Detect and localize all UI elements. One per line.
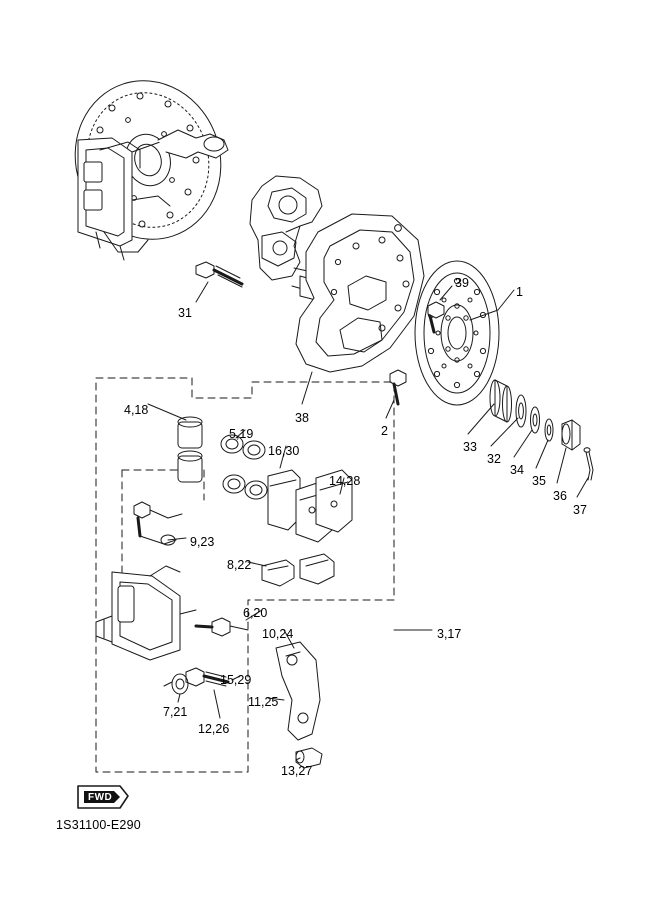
callout-2: 2 bbox=[381, 424, 388, 438]
bolt-2 bbox=[390, 370, 406, 404]
piston-seal-group bbox=[178, 417, 267, 499]
callout-8-22: 8,22 bbox=[227, 558, 252, 572]
disc-guard-plate bbox=[296, 214, 424, 372]
callout-3-17: 3,17 bbox=[437, 627, 462, 641]
drawing-code: 1S31100-E290 bbox=[56, 818, 141, 832]
caliper-body bbox=[96, 566, 196, 660]
callout-11-25: 11,25 bbox=[248, 695, 279, 709]
callout-32: 32 bbox=[487, 452, 501, 466]
callout-31: 31 bbox=[178, 306, 192, 320]
callout-4-18: 4,18 bbox=[124, 403, 149, 417]
callout-6-20: 6,20 bbox=[243, 606, 268, 620]
callout-9-23: 9,23 bbox=[190, 535, 215, 549]
callout-38: 38 bbox=[295, 411, 309, 425]
callout-39: 39 bbox=[455, 276, 469, 290]
callout-15-29: 15,29 bbox=[220, 673, 252, 687]
callout-33: 33 bbox=[463, 440, 477, 454]
washer-7-21 bbox=[164, 674, 188, 694]
callout-5-19: 5,19 bbox=[229, 427, 254, 441]
callout-36: 36 bbox=[553, 489, 567, 503]
callout-13-27: 13,27 bbox=[281, 764, 313, 778]
callout-10-24: 10,24 bbox=[262, 627, 294, 641]
bracket-10-24 bbox=[276, 642, 320, 740]
bolt-31 bbox=[196, 262, 242, 287]
bolt-6-20 bbox=[196, 618, 248, 636]
callout-7-21: 7,21 bbox=[163, 705, 188, 719]
hub-hardware-stack bbox=[490, 380, 593, 480]
callout-14-28: 14,28 bbox=[329, 474, 361, 488]
callout-37: 37 bbox=[573, 503, 587, 517]
callout-34: 34 bbox=[510, 463, 524, 477]
callout-1: 1 bbox=[516, 285, 523, 299]
callout-35: 35 bbox=[532, 474, 546, 488]
pad-spring bbox=[262, 554, 334, 586]
callout-16-30: 16,30 bbox=[268, 444, 300, 458]
fwd-label: FWD bbox=[88, 792, 113, 803]
rear-brake-plate-assembly bbox=[55, 62, 241, 260]
callout-12-26: 12,26 bbox=[198, 722, 230, 736]
bleed-screw bbox=[134, 502, 182, 545]
